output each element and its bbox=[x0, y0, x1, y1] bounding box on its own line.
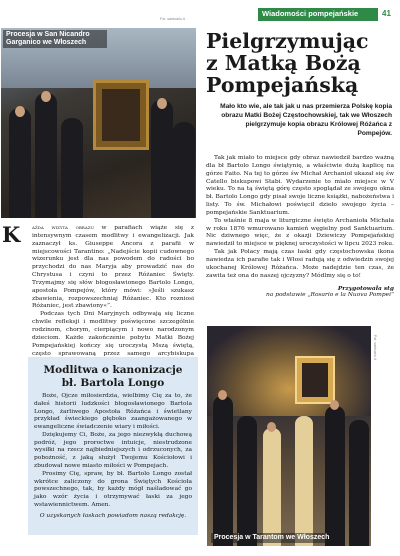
title-line: z Matką Bożą bbox=[206, 51, 361, 76]
paragraph-first bbox=[2, 222, 194, 311]
photo-person bbox=[295, 416, 313, 546]
paragraph: Tak jak Polacy mają czas łaski gdy częstochowska ikona nawiedza ich parafie tak i Włosi radują się z odwiedzin swojej ukochanej Królowej Różańca. Może nadejdzie ten czas, że zawita też ona do naszej ojczyzny? Módlmy się o to! bbox=[206, 249, 394, 279]
prayer-title-line: Modlitwa o kanonizacje bbox=[43, 364, 183, 376]
painting-canvas bbox=[102, 89, 140, 141]
photo-person bbox=[61, 118, 83, 218]
prayer-paragraph: Prosimy Cię, spraw, by bł. Bartolo Longo został wkrótce zaliczony do grona Świętych Kościoła powszechnego, tak, by każdy mógł naśladować go jako wzór życia i otrzymywać łaski za jego wstawiennictwem. Amen. bbox=[34, 470, 192, 508]
madonna-painting bbox=[93, 80, 149, 150]
prayer-closing: O uzyskanych łaskach powiadom naszą redakcję. bbox=[39, 512, 187, 519]
paragraph-text: w parafiach wiąże się z intensywnym czasem modlitwy i ewangelizacji. Jak zaznaczył ks. Giuseppe Ancora z parafii w miejscowości Tarantino: „Nadejście kopii cudownego wizerunku jest dla nas powodem do radości bo przychodzi do nas Maryja aby prowadzić nas do Chrystusa i czyni to przez Różaniec Święty. Trzymajmy się słów błogosławionego Bartolo Longo, apostoła Pompejów, który mówi: »Jeśli szukasz zbawienia, rozpowszechniaj Różaniec. Kto rozniosi Różaniec, jest zbawiony«”. bbox=[32, 225, 194, 310]
section-title: Wiadomości pompejańskie bbox=[262, 9, 359, 18]
photo-face bbox=[41, 91, 51, 102]
page-number: 41 bbox=[382, 9, 391, 18]
drop-cap: K bbox=[2, 222, 21, 247]
photo-caption-top: Procesja w San Nicandro Garganico we Włoszech bbox=[3, 30, 107, 48]
photo-credit-top: Fot. santuario.it bbox=[160, 17, 185, 21]
photo-person bbox=[151, 100, 173, 218]
procession-photo-top bbox=[1, 28, 196, 218]
right-column bbox=[206, 155, 394, 300]
paragraph: Podczas tych Dni Maryjnych odbywają się liczne chwile refleksji i modlitwy poświęcone szczególnie rodzinom, chorym, cierpiącym i nowo narodzonym dzieciom. Każde zakończenie pobytu Matki Bożej Pompejańskiej kończy się uroczystą Mszą świętą, często sprawowaną przez samego arcybiskupa bbox=[32, 311, 194, 357]
icon-canvas bbox=[302, 363, 328, 397]
source-note: na podstawie „Rosario e la Nuova Pompei” bbox=[266, 292, 394, 299]
madonna-icon bbox=[295, 356, 335, 404]
left-column bbox=[2, 222, 194, 366]
photo-person bbox=[213, 396, 233, 546]
photo-person bbox=[237, 416, 257, 546]
author-signature: Przygotowała stg bbox=[337, 284, 394, 292]
photo-person bbox=[349, 420, 369, 546]
photo-face bbox=[157, 98, 167, 109]
photo-person bbox=[263, 428, 281, 546]
photo-face bbox=[218, 390, 227, 400]
prayer-title bbox=[30, 364, 196, 389]
article-lead: Mało kto wie, ale tak jak u nas przemierza Polskę kopia obrazu Matki Bożej Częstochowskiej, tak we Włoszech pielgrzymuje kopia obrazu Królowej Różańca z Pompejów. bbox=[220, 103, 392, 137]
photo-face bbox=[330, 400, 339, 410]
prayer-title-line: bł. Bartola Longo bbox=[61, 376, 165, 389]
title-line: Pompejańską bbox=[206, 73, 359, 98]
paragraph: To właśnie 8 maja w liturgiczne święto Archanioła Michała w roku 1876 wmurowano kamień węgielny pod Sanktuarium. Nic dziwnego więc, że z okazji Dziewiczy Pompejańskiej nawiedził to miejsce w pięknej uroczystości w lipcu 2023 roku. bbox=[206, 217, 394, 248]
photo-credit-bottom: Fot. santuario.it bbox=[373, 335, 377, 360]
photo-caption-bottom: Procesja w Tarantom we Włoszech bbox=[211, 533, 332, 543]
photo-person bbox=[173, 122, 195, 218]
photo-face bbox=[267, 422, 276, 432]
section-header-bar bbox=[258, 8, 378, 21]
paragraph: Tak jak miało to miejsce gdy obraz nawiedził bardzo ważną dla bł Bartolo Longo świątynię, a właściwie dużą kaplicę na górze Faito. Na tej to górze św Michał Archanioł ukazał się św Catello biskupowi Stabi. Wydarzenie to miało miejsce w V wieku. To na tą świętą górę często spoglądał ze swojego okna bł. Bartolo Longo gdy pisał swoje liczne książki, nabożeństwa i listy. To św. Michałowi poświęcił dzieło swojego życia – pompejańskie Sanktuarium. bbox=[206, 155, 394, 216]
procession-photo-bottom bbox=[207, 326, 371, 546]
article-title bbox=[206, 30, 396, 96]
photo-person bbox=[35, 93, 57, 218]
photo-person bbox=[9, 108, 31, 218]
title-line: Pielgrzymując bbox=[206, 29, 369, 53]
photo-person bbox=[325, 406, 345, 546]
prayer-paragraph: Boże, Ojcze miłosierdzia, wielbimy Cię za to, że dałeś historii ludzkości błogosławionego Bartola Longo, żarliwego Apostoła Różańca i świetlany przykład świeckiego głęboko zaangażowanego w ewangeliczne świadczenie wiary i miłości. bbox=[34, 393, 192, 431]
prayer-paragraph: Dziękujemy Ci, Boże, za jego niezwykłą duchową podróż, jego proroctwe intuicje, niestrudzone wysiłki na rzecz najbiedniejszych i odrzuconych, za pobożność, z jaką służył Twojemu Kościołowi i zbudował nowe miasto miłości w Pompejach. bbox=[34, 431, 192, 470]
prayer-text bbox=[34, 393, 192, 521]
smallcaps-intro: ażda wizyta obrazu bbox=[32, 225, 94, 231]
photo-face bbox=[15, 106, 25, 117]
